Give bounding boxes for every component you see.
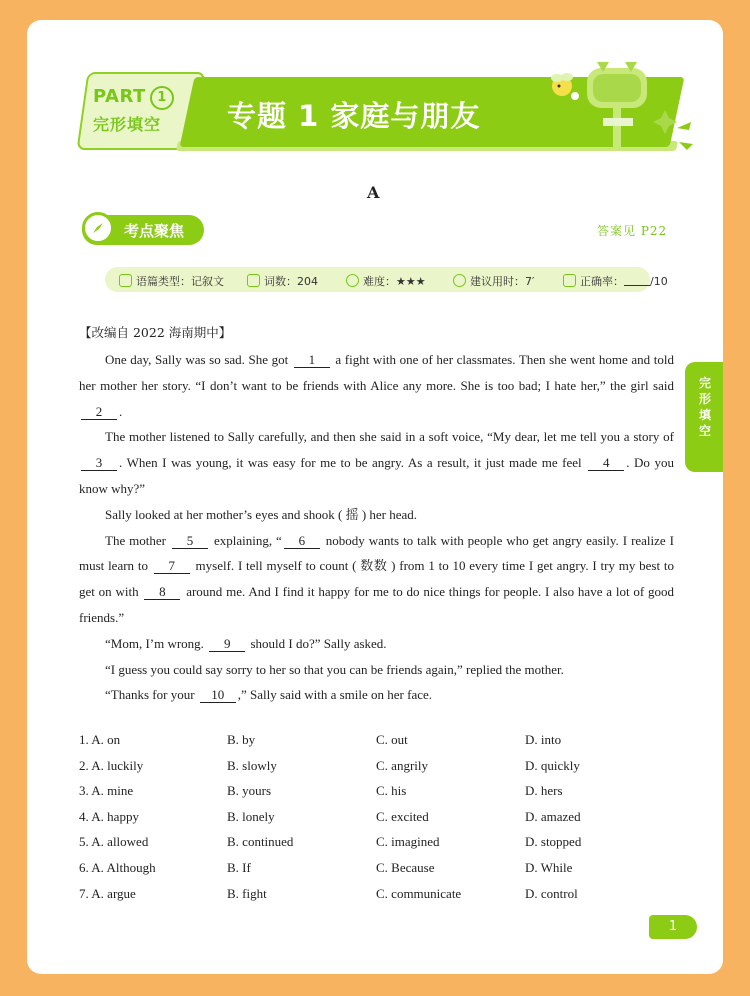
option-c[interactable]: C. out: [376, 732, 408, 747]
chapter-banner: [27, 20, 723, 170]
option-d[interactable]: D. quickly: [525, 757, 580, 773]
option-row: [79, 834, 679, 860]
difficulty-info: [346, 273, 426, 289]
document-icon: [247, 274, 260, 287]
time-text: 建议用时：7′: [470, 275, 535, 288]
option-a[interactable]: 5. A. allowed: [79, 834, 149, 850]
option-row: [79, 809, 679, 835]
option-c[interactable]: C. Because: [376, 859, 435, 875]
passage-text: around me. And I find it happy for me to do nice things for people. I also have a lot of good friends.”: [79, 584, 674, 625]
passage-text: The mother listened to Sally carefully, and then she said in a soft voice, “My dear, let me tell you a story of: [105, 429, 674, 445]
passage-text: .: [119, 403, 123, 419]
passage-text: The mother: [105, 532, 170, 548]
side-tab-label: 完形填空: [698, 376, 711, 438]
answer-options: [79, 732, 679, 911]
blank-3[interactable]: 3: [81, 455, 117, 471]
alarm-clock-icon: [453, 274, 466, 287]
section-letter: A: [367, 183, 380, 202]
passage-text: One day, Sally was so sad. She got: [105, 352, 292, 367]
part-subtitle: 完形填空: [93, 115, 162, 134]
option-row: [79, 758, 679, 784]
blank-8[interactable]: 8: [144, 584, 180, 600]
paragraph: [79, 631, 674, 657]
option-c[interactable]: C. his: [376, 783, 407, 799]
option-row: [79, 860, 679, 886]
option-row: [79, 886, 679, 912]
option-a[interactable]: 6. A. Although: [79, 859, 156, 875]
accuracy-info: [563, 273, 668, 289]
passage-text: “Mom, I’m wrong.: [105, 635, 208, 651]
blank-2[interactable]: 2: [81, 404, 117, 420]
genre-info: [119, 273, 224, 289]
option-a[interactable]: 7. A. argue: [79, 885, 136, 901]
option-b[interactable]: B. If: [227, 859, 251, 875]
passage-text: “Thanks for your: [105, 687, 198, 703]
passage-text: . Do you know why?”: [79, 455, 674, 496]
option-b[interactable]: B. continued: [227, 834, 294, 850]
option-d[interactable]: D. hers: [525, 783, 563, 799]
genre-text: 语篇类型：记叙文: [136, 275, 224, 288]
smiley-icon: [563, 274, 576, 287]
passage-text: “I guess you could say sorry to her so that you can be friends again,” replied the mother.: [105, 661, 564, 677]
blank-9[interactable]: 9: [209, 636, 245, 652]
paragraph: [79, 682, 674, 708]
passage-text: explaining, “: [209, 532, 282, 548]
time-info: [453, 273, 535, 289]
paragraph: [79, 347, 674, 424]
passage-text: myself. I tell myself to count ( 数数 ) from 1 to 10 every time I get angry. I try my best to get on with: [79, 558, 674, 600]
paragraph: [79, 424, 674, 501]
option-row: [79, 732, 679, 758]
compass-icon: [82, 212, 114, 244]
passage-text: should I do?” Sally asked.: [247, 635, 387, 651]
option-c[interactable]: C. excited: [376, 808, 429, 824]
focus-label: 考点聚焦: [124, 222, 185, 240]
passage-text: nobody wants to talk with people who get angry easily. I realize I must learn to: [79, 532, 674, 574]
passage-text: Sally looked at her mother’s eyes and shook ( 摇 ) her head.: [105, 506, 418, 522]
accuracy-prefix: 正确率：: [580, 275, 624, 288]
book-icon: [119, 274, 132, 287]
option-c[interactable]: C. angrily: [376, 757, 428, 773]
paragraph: [79, 528, 674, 631]
passage-text: . When I was young, it was easy for me to be angry. As a result, it just made me feel: [119, 455, 587, 471]
passage-source: 【改编自 2022 海南期中】: [79, 325, 232, 340]
option-d[interactable]: D. amazed: [525, 808, 581, 824]
option-b[interactable]: B. yours: [227, 783, 272, 799]
paragraph: [79, 657, 674, 683]
option-d[interactable]: D. While: [525, 859, 573, 875]
option-row: [79, 783, 679, 809]
option-c[interactable]: C. communicate: [376, 885, 462, 901]
option-c[interactable]: C. imagined: [376, 834, 440, 850]
part-label: PART: [93, 86, 146, 107]
option-b[interactable]: B. fight: [227, 885, 267, 901]
topic-title: 专题 1 家庭与朋友: [227, 99, 481, 133]
option-b[interactable]: B. lonely: [227, 808, 275, 824]
option-a[interactable]: 1. A. on: [79, 732, 121, 747]
accuracy-suffix: /10: [650, 275, 668, 288]
option-b[interactable]: B. by: [227, 732, 256, 747]
passage-info-bar: [105, 267, 668, 292]
blank-1[interactable]: 1: [294, 352, 330, 368]
part-number: 1: [150, 86, 174, 110]
blank-10[interactable]: 10: [200, 687, 236, 703]
word-count-info: [247, 273, 318, 289]
word-count-text: 词数：204: [264, 275, 318, 288]
option-a[interactable]: 4. A. happy: [79, 808, 139, 824]
worksheet-page: [27, 20, 723, 974]
passage-body: [79, 347, 674, 708]
accuracy-blank[interactable]: [624, 274, 650, 286]
option-d[interactable]: D. stopped: [525, 834, 582, 850]
paragraph: [79, 502, 674, 528]
passage-text: a fight with one of her classmates. Then she went home and told her mother her story. “I don’t want to be friends with Alice any more. She is too bad; I hate her,” the girl said: [79, 352, 674, 393]
bee-mailbox-illustration: [547, 48, 697, 153]
passage-text: ,” Sally said with a smile on her face.: [237, 687, 433, 703]
blank-7[interactable]: 7: [154, 558, 190, 574]
flame-icon: [346, 274, 359, 287]
option-b[interactable]: B. slowly: [227, 757, 277, 773]
option-a[interactable]: 2. A. luckily: [79, 757, 144, 773]
blank-4[interactable]: 4: [588, 455, 624, 471]
answer-reference: 答案见 P22: [597, 224, 668, 238]
option-d[interactable]: D. control: [525, 885, 578, 901]
option-d[interactable]: D. into: [525, 732, 562, 747]
difficulty-text: 难度：★★★: [363, 275, 426, 288]
option-a[interactable]: 3. A. mine: [79, 783, 134, 799]
page-number: 1: [649, 915, 697, 939]
blank-5[interactable]: 5: [172, 533, 208, 549]
blank-6[interactable]: 6: [284, 533, 320, 549]
